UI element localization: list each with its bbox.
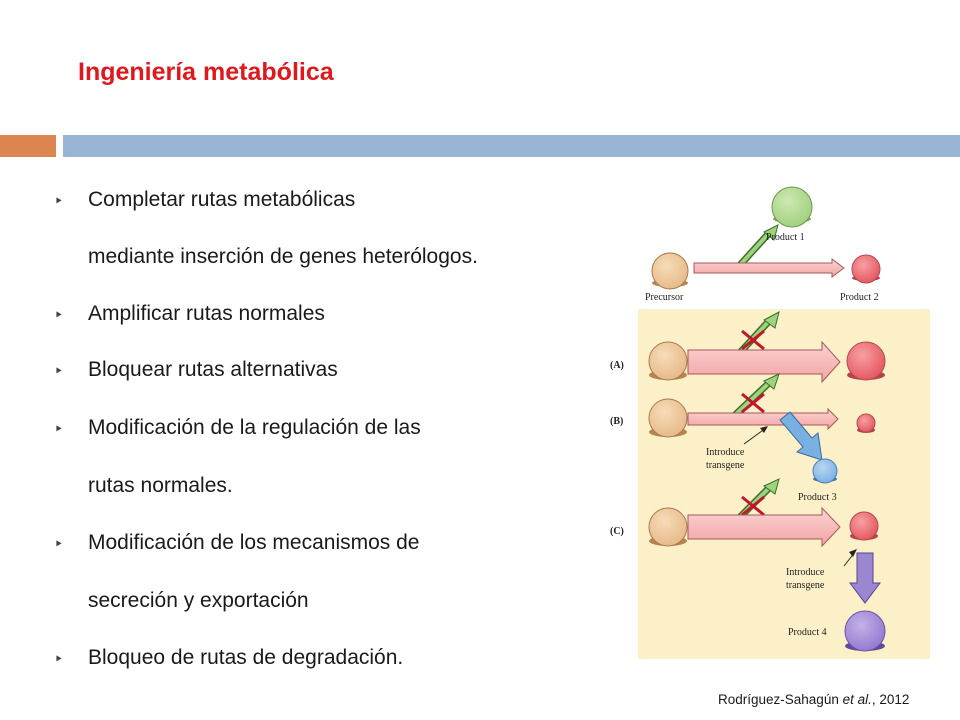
slide-title: Ingeniería metabólica [78,58,334,86]
header-bar [63,135,960,157]
chevron-right-icon: ⯈ [54,366,63,378]
chevron-right-icon: ⯈ [54,196,63,208]
product3-label: Product 3 [798,492,837,503]
panel-c-label: (C) [610,526,624,537]
chevron-right-icon: ⯈ [54,310,63,322]
product3-ball [813,459,837,483]
bullet-5-line-2: secreción y exportación [88,589,309,612]
product2-ball-b-small [857,414,875,433]
precursor-ball-c [649,508,687,546]
header-bar-accent [0,135,56,157]
transgene-c-label: transgene [786,580,825,591]
product1-label: Product 1 [766,232,805,243]
product4-ball [845,611,885,651]
bullet-5-line-1: Modificación de los mecanismos de [88,531,420,554]
citation-year: , 2012 [871,692,910,707]
precursor-label: Precursor [645,292,684,303]
chevron-right-icon: ⯈ [54,539,63,551]
introduce-b-label: Introduce [706,447,745,458]
product2-ball-c [850,512,878,540]
bullet-6: Bloqueo de rutas de degradación. [88,646,404,669]
product2-ball [852,255,880,283]
panel-a-label: (A) [610,360,624,371]
chevron-right-icon: ⯈ [54,654,63,666]
bullet-1-line-2: mediante inserción de genes heterólogos. [88,245,478,268]
bullet-4-line-1: Modificación de la regulación de las [88,416,421,439]
citation-etal: et al. [842,692,872,707]
green-arrow-top [740,225,778,265]
citation [718,692,909,707]
bullet-2: Amplificar rutas normales [88,302,325,325]
bullet-4-line-2: rutas normales. [88,474,233,497]
precursor-ball [652,253,688,289]
precursor-ball-a [649,342,687,380]
introduce-c-label: Introduce [786,567,825,578]
transgene-b-label: transgene [706,460,745,471]
metabolic-engineering-figure [600,185,930,665]
bullet-1-line-1: Completar rutas metabólicas [88,188,356,211]
panel-b-label: (B) [610,416,624,427]
product4-label: Product 4 [788,627,827,638]
bullet-3: Bloquear rutas alternativas [88,358,338,381]
citation-author: Rodríguez-Sahagún [718,692,843,707]
product1-ball [772,187,812,227]
pathway-arrow-top [694,259,844,277]
precursor-ball-b [649,399,687,437]
product2-ball-a [847,342,885,380]
chevron-right-icon: ⯈ [54,424,63,436]
product2-label: Product 2 [840,292,879,303]
